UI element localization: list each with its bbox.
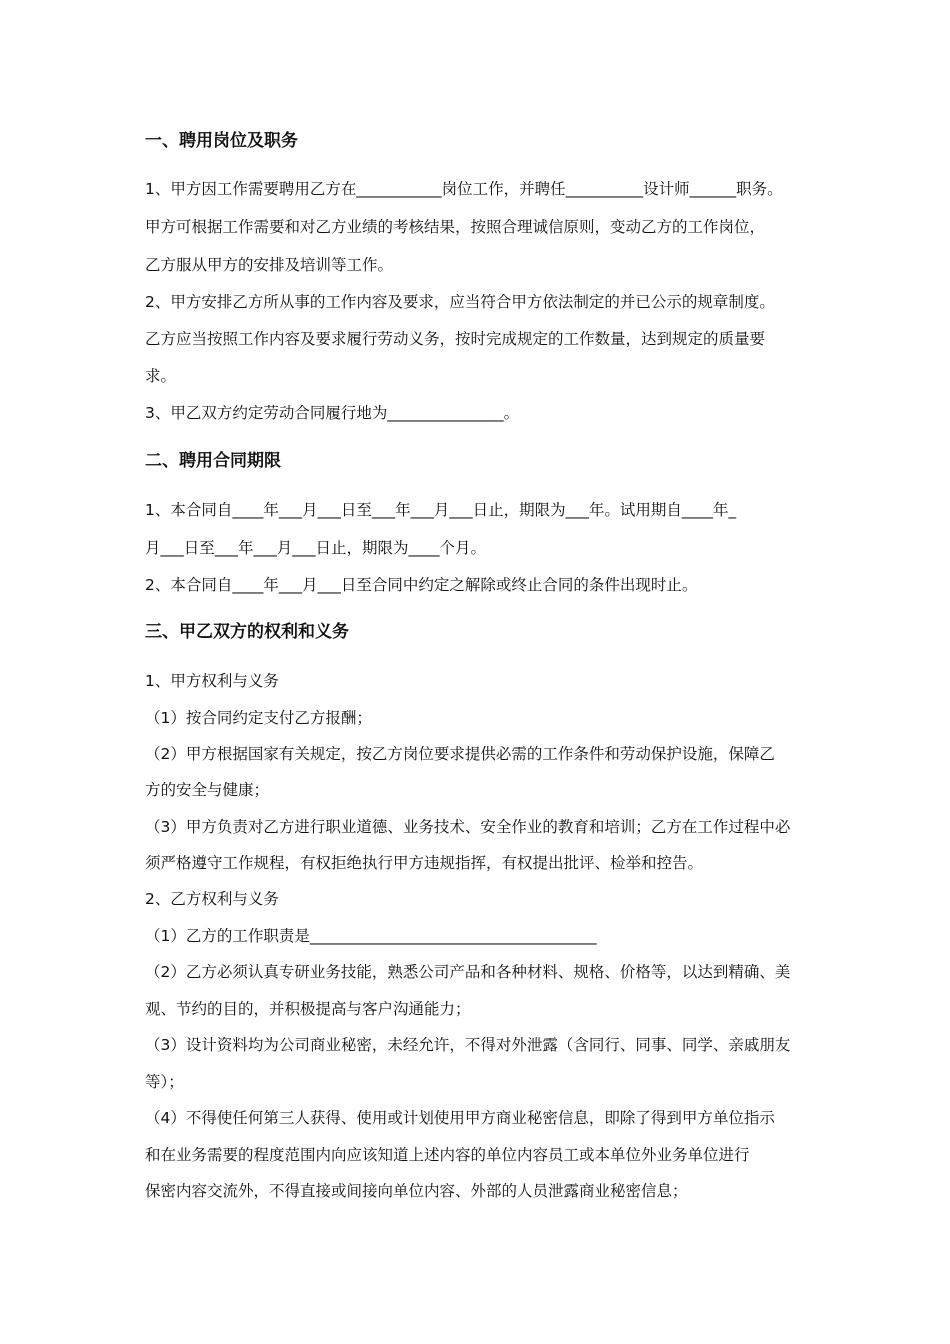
text-line: 求。	[145, 367, 177, 385]
text-line: 方的安全与健康；	[145, 781, 270, 799]
text-line: 保密内容交流外，不得直接或间接向单位内容、外部的人员泄露商业秘密信息；	[145, 1182, 688, 1200]
text-line: 和在业务需要的程度范围内向应该知道上述内容的单位内容员工或本单位外业务单位进行	[145, 1146, 750, 1164]
section-heading: 一、聘用岗位及职务	[145, 131, 298, 151]
text-line: （2）甲方根据国家有关规定，按乙方岗位要求提供必需的工作条件和劳动保护设施，保障乙	[145, 745, 775, 763]
text-line: 乙方应当按照工作内容及要求履行劳动义务，按时完成规定的工作数量，达到规定的质量要	[145, 330, 766, 348]
text-line: （1）按合同约定支付乙方报酬；	[145, 709, 372, 727]
text-line: （3）设计资料均为公司商业秘密，未经允许，不得对外泄露（含同行、同事、同学、亲戚朋友	[145, 1036, 791, 1054]
text-line: 2、甲方安排乙方所从事的工作内容及要求，应当符合甲方依法制定的并已公示的规章制度。	[145, 293, 775, 311]
text-line: 1、甲方因工作需要聘用乙方在___________岗位工作，并聘任__________设计师______职务。	[145, 180, 783, 198]
text-line: （1）乙方的工作职责是_____________________________________	[145, 927, 597, 945]
text-line: 3、甲乙双方约定劳动合同履行地为_______________。	[145, 404, 520, 422]
section-heading: 二、聘用合同期限	[145, 451, 281, 471]
section-heading: 三、甲乙双方的权利和义务	[145, 622, 349, 642]
text-line: （4）不得使任何第三人获得、使用或计划使用甲方商业秘密信息，即除了得到甲方单位指示	[145, 1109, 775, 1127]
text-line: 2、乙方权利与义务	[145, 890, 279, 908]
text-line: 1、本合同自____年___月___日至___年___月___日止，期限为___年。试用期自____年_	[145, 501, 737, 519]
text-line: 等）；	[145, 1073, 184, 1091]
text-line: 甲方可根据工作需要和对乙方业绩的考核结果，按照合理诚信原则，变动乙方的工作岗位，	[145, 218, 766, 236]
text-line: 1、甲方权利与义务	[145, 672, 279, 690]
text-line: （3）甲方负责对乙方进行职业道德、业务技术、安全作业的教育和培训；乙方在工作过程中必	[145, 818, 791, 836]
text-line: （2）乙方必须认真专研业务技能，熟悉公司产品和各种材料、规格、价格等，以达到精确、美	[145, 963, 791, 981]
text-line: 观、节约的目的，并积极提高与客户沟通能力；	[145, 1000, 471, 1018]
text-line: 月___日至___年___月___日止，期限为____个月。	[145, 539, 487, 557]
text-line: 2、本合同自____年___月___日至合同中约定之解除或终止合同的条件出现时止。	[145, 576, 698, 594]
text-line: 须严格遵守工作规程，有权拒绝执行甲方违规指挥，有权提出批评、检举和控告。	[145, 854, 704, 872]
text-line: 乙方服从甲方的安排及培训等工作。	[145, 256, 394, 274]
